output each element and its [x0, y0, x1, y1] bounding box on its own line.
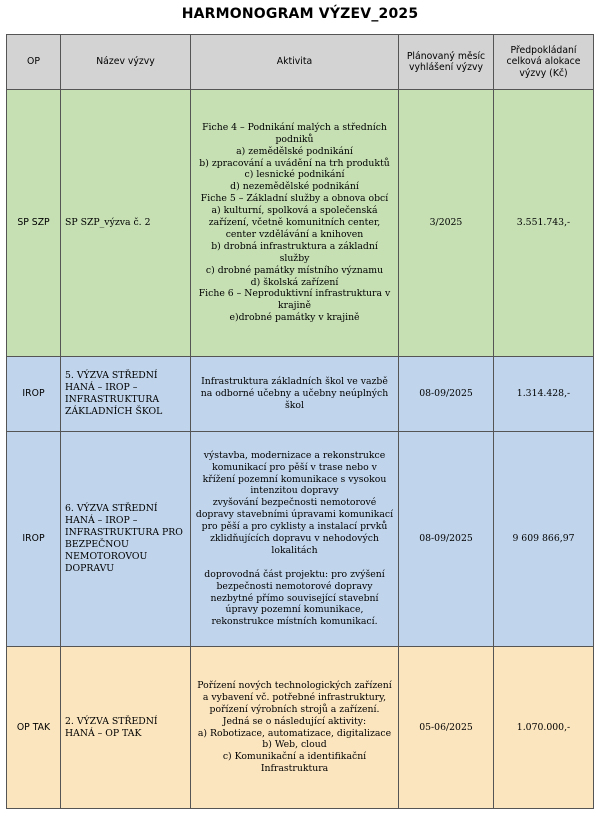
- activity-line: c) lesnické podnikání: [244, 169, 345, 181]
- row-call-name: 2. VÝZVA STŘEDNÍ HANÁ – OP TAK: [61, 647, 191, 809]
- column-header-allocation: Předpokládaní celková alokace výzvy (Kč): [494, 35, 594, 90]
- activity-line: zvyšování bezpečnosti nemotorové dopravy stavebními úpravami komunikací pro pěší a pro cyklisty a instalací prvků zklidňujících dopravu v nehodových lokalitách: [195, 497, 394, 556]
- row-call-name: SP SZP_výzva č. 2: [61, 90, 191, 357]
- activity-line: a) kulturní, spolková a společenská zařízení, včetně komunitních center, center vzdělávání a knihoven: [208, 205, 381, 240]
- table-header-row: [7, 35, 594, 90]
- row-op: SP SZP: [7, 90, 61, 357]
- row-activity: [191, 647, 399, 809]
- row-call-name: 5. VÝZVA STŘEDNÍ HANÁ – IROP – INFRASTRUKTURA ZÁKLADNÍCH ŠKOL: [61, 357, 191, 432]
- activity-line: Infrastruktura základních škol ve vazbě na odborné učebny a učebny neúplných škol: [200, 376, 389, 411]
- activity-line: b) drobná infrastruktura a základní služby: [211, 240, 378, 264]
- activity-line: b) Web, cloud: [262, 739, 327, 751]
- table-row: [7, 647, 594, 809]
- row-op: OP TAK: [7, 647, 61, 809]
- table-row: [7, 90, 594, 357]
- row-activity: [191, 90, 399, 357]
- activity-line: d) školská zařízení: [250, 276, 339, 288]
- activity-line: Pořízení nových technologických zařízení a vybavení vč. potřebné infrastruktury, pořízení výrobních strojů a zařízení.: [197, 679, 392, 715]
- table-row: [7, 432, 594, 647]
- activity-gap: [195, 557, 394, 569]
- activity-line: a) zemědělské podnikání: [236, 145, 353, 157]
- activity-line: Fiche 6 – Neproduktivní infrastruktura v krajině: [198, 288, 391, 312]
- row-month: 05-06/2025: [399, 647, 494, 809]
- table-row: [7, 357, 594, 432]
- row-op: IROP: [7, 357, 61, 432]
- activity-line: c) Komunikační a identifikační Infrastruktura: [222, 751, 367, 775]
- row-month: 08-09/2025: [399, 432, 494, 647]
- row-month: 3/2025: [399, 90, 494, 357]
- activity-line: b) zpracování a uvádění na trh produktů: [199, 157, 390, 169]
- schedule-table: [6, 34, 594, 809]
- activity-line: e)drobné památky v krajině: [229, 312, 360, 324]
- row-allocation: 1.314.428,-: [494, 357, 594, 432]
- column-header-activity: Aktivita: [191, 35, 399, 90]
- row-op: IROP: [7, 432, 61, 647]
- row-allocation: 3.551.743,-: [494, 90, 594, 357]
- row-allocation: 9 609 866,97: [494, 432, 594, 647]
- activity-line: Fiche 5 – Základní služby a obnova obcí: [200, 193, 389, 205]
- activity-line: Jedná se o následující aktivity:: [222, 715, 367, 727]
- row-activity: [191, 357, 399, 432]
- row-month: 08-09/2025: [399, 357, 494, 432]
- activity-line: c) drobné památky místního významu: [205, 264, 384, 276]
- activity-line: a) Robotizace, automatizace, digitalizace: [197, 727, 392, 739]
- activity-line: d) nezemědělské podnikání: [230, 181, 359, 193]
- activity-line: Fiche 4 – Podnikání malých a středních podniků: [202, 121, 387, 145]
- column-header-name: Název výzvy: [61, 35, 191, 90]
- column-header-month: Plánovaný měsíc vyhlášení výzvy: [399, 35, 494, 90]
- column-header-op: OP: [7, 35, 61, 90]
- document-title: HARMONOGRAM VÝZEV_2025: [181, 6, 419, 22]
- row-activity: [191, 432, 399, 647]
- row-allocation: 1.070.000,-: [494, 647, 594, 809]
- activity-line: doprovodná část projektu: pro zvýšení bezpečnosti nemotorové dopravy nezbytné přímo související stavební úpravy pozemní komunikace, rekonstrukce místních komunikací.: [204, 568, 385, 628]
- activity-line: výstavba, modernizace a rekonstrukce komunikací pro pěší v trase nebo v křížení pozemní komunikace s vysokou intenzitou dopravy: [202, 449, 387, 497]
- row-call-name: 6. VÝZVA STŘEDNÍ HANÁ – IROP – INFRASTRUKTURA PRO BEZPEČNOU NEMOTOROVOU DOPRAVU: [61, 432, 191, 647]
